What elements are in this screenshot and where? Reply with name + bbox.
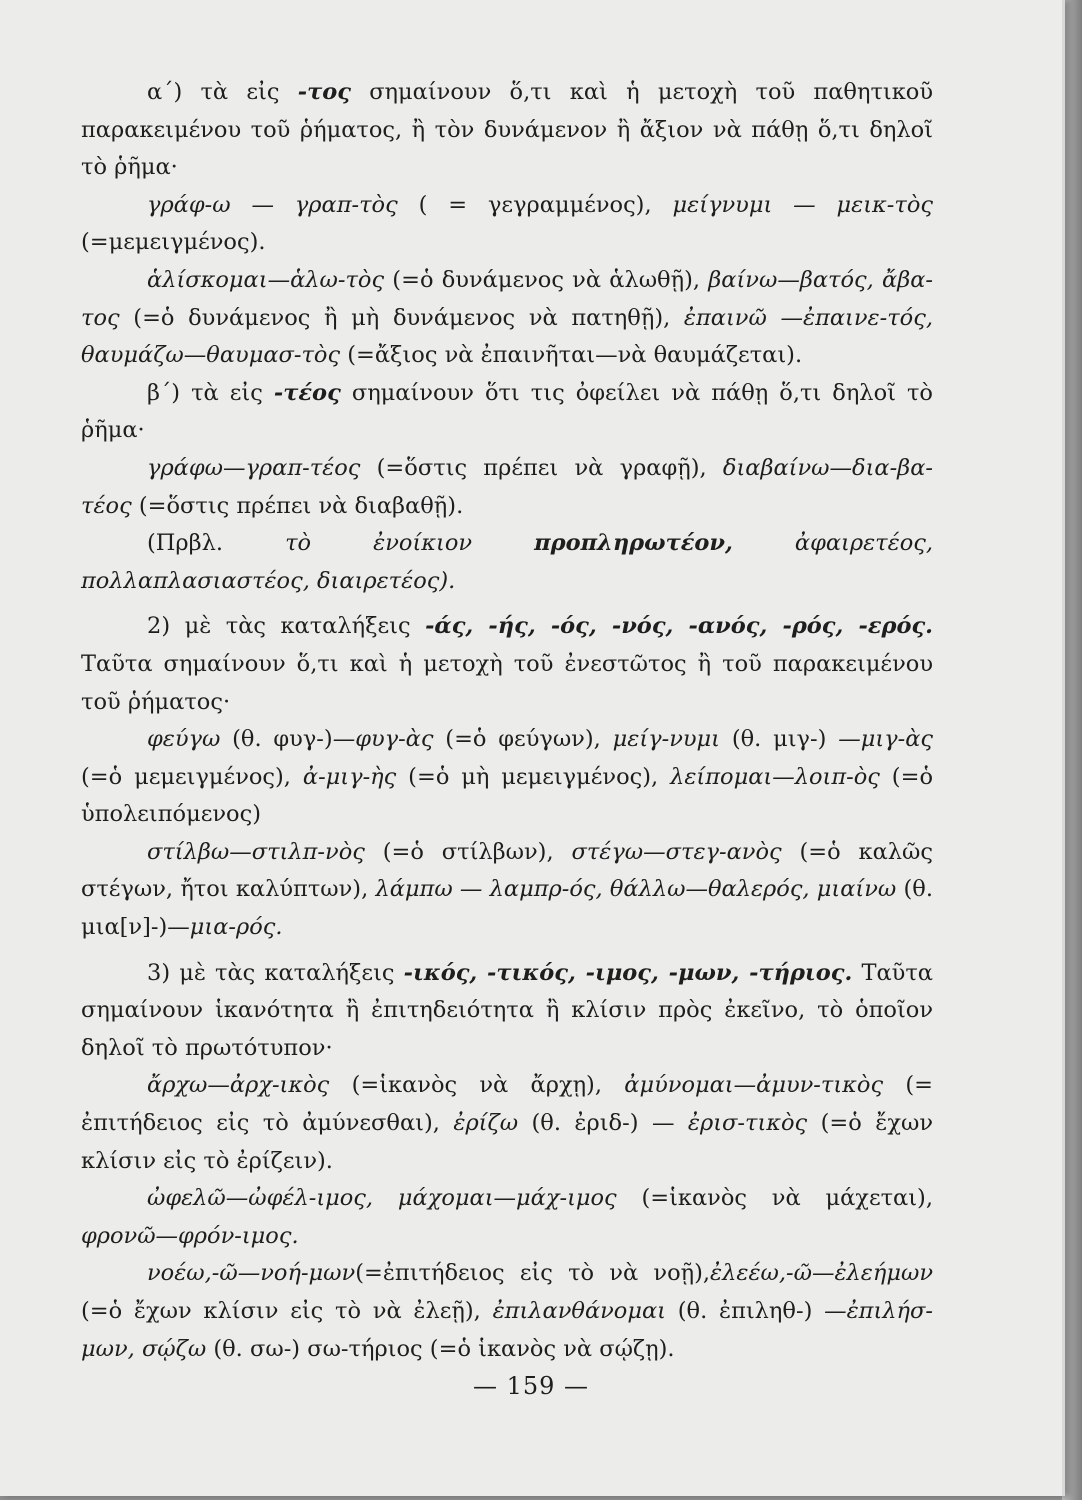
italic-term: ἀμύνομαι—ἀμυν-τικὸς [624, 1072, 884, 1099]
paragraph [81, 375, 933, 450]
text-run: (=ὁ φεύγων), [433, 726, 613, 753]
bold-term: προπληρωτέον, [534, 530, 733, 557]
paragraph [81, 1255, 933, 1368]
text-run: (=μεμειγμένος). [81, 229, 266, 256]
paragraph [81, 187, 933, 262]
text-run: (θ. φυγ-) [220, 726, 333, 753]
text-run: (=ὁ καλῶς στέγων, ἤτοι καλύπτων), [81, 838, 933, 903]
text-run: σημαίνουν ὅτι τις ὀφείλει νὰ πάθῃ ὅ,τι δηλοῖ τὸ ῥῆμα· [81, 379, 933, 444]
italic-term: γράφω—γραπ-τέος [147, 454, 361, 481]
text-run: (=ὅστις πρέπει νὰ διαβαθῇ). [131, 492, 464, 519]
bold-term: -τέος [273, 379, 341, 406]
italic-term: βαίνω—βατός, ἄβα-τος [81, 266, 933, 331]
italic-term: λείπομαι—λοιπ-ὸς [670, 763, 880, 790]
paragraph [81, 955, 933, 1068]
text-run: (=ὁ μεμειγμένος), [81, 763, 303, 790]
italic-term: μείγ-νυμι [612, 726, 720, 753]
text-run: (=ὁ δυνάμενος νὰ ἁλωθῇ), [384, 266, 709, 293]
text-run: (=ὁ ἔχων κλίσιν εἰς τὸ νὰ ἐλεῇ), [81, 1298, 493, 1324]
italic-term: ἐρισ-τικὸς [687, 1110, 808, 1137]
text-run: (=ὁ δυνάμενος ἢ μὴ δυνάμενος νὰ πατηθῇ), [119, 304, 684, 331]
italic-term: —φυγ-ὰς [332, 726, 434, 753]
paragraph [81, 262, 933, 375]
text-run: (=ἄξιος νὰ ἐπαινῆται—νὰ θαυμάζεται). [340, 342, 803, 369]
italic-term: μείγνυμι — μεικ-τὸς [672, 191, 934, 218]
text-run: (θ. μιγ-) [720, 726, 839, 753]
paragraph [81, 608, 933, 721]
italic-term: φεύγω [147, 726, 221, 753]
text-run: (θ. ἐριδ-) — [518, 1110, 688, 1137]
paragraph [81, 450, 933, 525]
italic-term: ἐλεέω,-ῶ—ἐλεήμων [710, 1260, 933, 1287]
italic-term: στέγω—στεγ-ανὸς [571, 838, 782, 865]
italic-term: τὸ ἐνοίκιον [285, 530, 535, 557]
page-edge [1062, 0, 1082, 1500]
text-run: Ταῦτα σημαίνουν ἱκανότητα ἢ ἐπιτηδειότητα ἢ κλίσιν πρὸς ἐκεῖνο, τὸ ὁποῖον δηλοῖ τὸ πρωτότυπον· [81, 959, 933, 1061]
text-run: (= ἐπιτήδειος εἰς τὸ ἀμύνεσθαι), [81, 1072, 933, 1137]
italic-term: —μιγ-ὰς [838, 726, 934, 753]
italic-term: στίλβω—στιλπ-νὸς [147, 838, 365, 865]
text-run: (=ὁ στίλβων), [364, 838, 572, 865]
italic-term: —ἐπιλήσ-μων, σῴζω [81, 1298, 933, 1362]
text-run: (θ. σω-) σω-τήριος (=ὁ ἱκανὸς νὰ σῴζῃ). [206, 1335, 675, 1362]
italic-term: γράφ-ω — γραπ-τὸς [147, 191, 398, 218]
italic-term: ἐπιλανθάνομαι [492, 1298, 666, 1324]
paragraph [81, 74, 933, 187]
italic-term: διαβαίνω—δια-βα-τέος [81, 454, 933, 519]
text-run: (=ὁ μὴ μεμειγμένος), [396, 763, 671, 790]
italic-term: ἀ-μιγ-ὴς [302, 763, 397, 790]
bold-term: -άς, -ής, -ός, -νός, -ανός, -ρός, -ερός. [425, 613, 933, 640]
italic-term: ἀφαιρετέος, πολλαπλασιαστέος, διαιρετέος). [81, 530, 933, 594]
text-run: (=ὅστις πρέπει νὰ γραφῇ), [360, 454, 723, 481]
text-run: (θ. ἐπιληθ-) [666, 1298, 825, 1324]
text-run: (=ἐπιτήδειος εἰς τὸ νὰ νοῇ), [355, 1260, 711, 1287]
italic-term: —μια-ρός. [167, 914, 283, 941]
italic-term: ὠφελῶ—ὠφέλ-ιμος, μάχομαι—μάχ-ιμος [147, 1185, 617, 1212]
text-run: β΄) τὰ εἰς [147, 379, 274, 406]
paragraph [81, 721, 933, 834]
text-run: α΄) τὰ εἰς [147, 79, 298, 105]
text-run: (θ. μια[ν]-) [81, 876, 934, 941]
text-run: Ταῦτα σημαίνουν ὅ,τι καὶ ἡ μετοχὴ τοῦ ἐνεστῶτος ἢ τοῦ παρακειμένου τοῦ ῥήματος· [81, 650, 933, 715]
italic-term: ἄρχω—ἀρχ-ικὸς [147, 1072, 330, 1099]
bold-term: -ικός, -τικός, -ιμος, -μων, -τήριος. [403, 959, 853, 986]
italic-term: ἐπαινῶ —ἐπαινε-τός, θαυμάζω—θαυμασ-τὸς [81, 304, 933, 369]
paragraph [81, 834, 933, 947]
text-run: σημαίνουν ὅ,τι καὶ ἡ μετοχὴ τοῦ παθητικοῦ παρακειμένου τοῦ ῥήματος, ἢ τὸν δυνάμενον ἢ ἄξιον νὰ πάθῃ ὅ,τι δηλοῖ τὸ ῥῆμα· [81, 79, 933, 181]
paragraph [81, 1180, 933, 1255]
bold-term: -τος [297, 79, 351, 105]
text-run: 3) μὲ τὰς καταλήξεις [147, 959, 404, 986]
italic-term: νοέω,-ῶ—νοή-μων [147, 1260, 356, 1287]
text-run: (=ἱκανὸς νὰ ἄρχῃ), [329, 1072, 625, 1099]
paragraph [81, 1067, 933, 1180]
paragraph [81, 525, 933, 600]
text-run: ( = γεγραμμένος), [397, 191, 673, 218]
italic-term: λάμπω — λαμπρ-ός, θάλλω—θαλερός, μιαίνω [375, 876, 897, 903]
text-run: (=ἱκανὸς νὰ μάχεται), [616, 1185, 933, 1212]
italic-term: ἐρίζω [453, 1110, 519, 1137]
text-run: (=ὁ ἔχων κλίσιν εἰς τὸ ἐρίζειν). [81, 1110, 933, 1174]
text-run: (Πρβλ. [147, 530, 286, 557]
text-run: 2) μὲ τὰς καταλήξεις [147, 613, 426, 640]
italic-term: ἁλίσκομαι—ἁλω-τὸς [147, 266, 385, 293]
italic-term: φρονῶ—φρόν-ιμος. [81, 1222, 299, 1249]
text-run: (=ὁ ὑπολειπόμενος) [81, 763, 933, 828]
page-body-text [81, 74, 933, 1368]
page-number: — 159 — [472, 1372, 590, 1400]
